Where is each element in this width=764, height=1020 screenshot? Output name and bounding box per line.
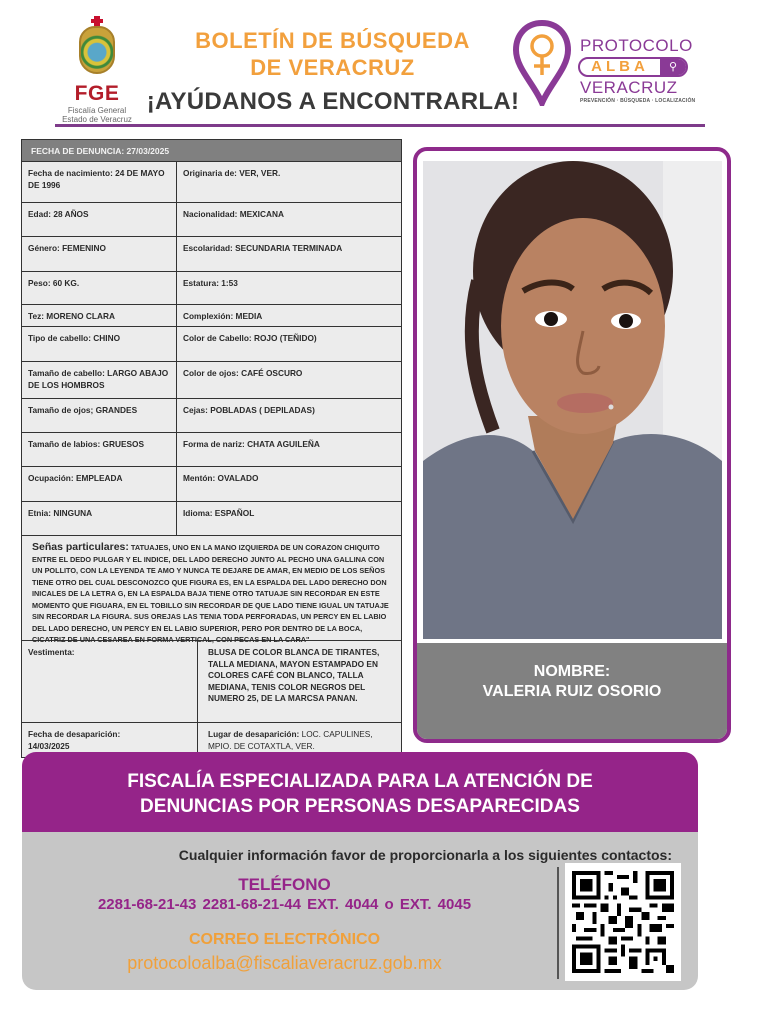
search-icon: ⚲ xyxy=(660,59,686,75)
prosecutor-office-banner xyxy=(22,752,698,832)
table-row xyxy=(22,327,401,362)
missing-person-details-table xyxy=(21,139,402,758)
language: Idioma: ESPAÑOL xyxy=(183,508,255,518)
hair-type: Tipo de cabello: CHINO xyxy=(22,327,177,361)
table-row xyxy=(22,237,401,272)
qr-code[interactable] xyxy=(565,863,681,981)
qr-divider xyxy=(557,867,559,979)
chin: Mentón: OVALADO xyxy=(183,473,259,483)
disappearance-date: 14/03/2025 xyxy=(28,740,70,751)
table-row xyxy=(22,536,401,644)
agency-name-line2: Estado de Veracruz xyxy=(62,115,132,124)
veracruz-coat-of-arms-icon xyxy=(76,16,118,76)
eye-size: Tamaño de ojos; GRANDES xyxy=(22,399,177,432)
ethnicity: Etnia: NINGUNA xyxy=(22,502,177,535)
education: Escolaridad: SECUNDARIA TERMINADA xyxy=(183,243,343,253)
distinguishing-marks xyxy=(22,536,401,644)
fge-logo xyxy=(62,16,132,124)
nationality: Nacionalidad: MEXICANA xyxy=(183,209,284,219)
hair-length: Tamaño de cabello: LARGO ABAJO DE LOS HOMBROS xyxy=(22,362,177,398)
birth-date: Fecha de nacimiento: 24 DE MAYO DE 1996 xyxy=(22,162,177,202)
veracruz-word: VERACRUZ xyxy=(580,78,678,97)
clothing-description: BLUSA DE COLOR BLANCA DE TIRANTES, TALLA MEDIANA, MAYON ESTAMPADO EN COLORES CAFÉ CON BLANCO, TALLA MEDIANA, TENIS COLOR NEGROS DEL NUMERO 25, DE LA MARCSA PANAN. xyxy=(208,647,380,703)
location-pin-female-icon xyxy=(512,20,572,106)
build: Complexión: MEDIA xyxy=(183,311,263,321)
contact-panel xyxy=(22,832,698,990)
table-row xyxy=(22,162,401,203)
table-row xyxy=(22,433,401,467)
table-row xyxy=(22,305,401,327)
email-heading: CORREO ELECTRÓNICO xyxy=(188,931,381,948)
help-find-her-heading: ¡AYÚDANOS A ENCONTRARLA! xyxy=(146,88,520,115)
banner-line2: DENUNCIAS POR PERSONAS DESAPARECIDAS xyxy=(140,796,580,817)
table-row xyxy=(22,467,401,502)
email-address[interactable]: protocoloalba@fiscaliaveracruz.gob.mx xyxy=(127,953,442,973)
table-row xyxy=(22,399,401,433)
distinguishing-marks-label: Señas particulares: xyxy=(32,541,129,553)
hair-color: Color de Cabello: ROJO (TEÑIDO) xyxy=(183,333,317,343)
eyebrows: Cejas: POBLADAS ( DEPILADAS) xyxy=(183,405,315,415)
bulletin-title-line1: BOLETÍN DE BÚSQUEDA xyxy=(195,28,470,53)
bulletin-title-line2: DE VERACRUZ xyxy=(250,55,415,80)
disappearance-place-label: Lugar de desaparición: xyxy=(208,729,300,739)
table-row xyxy=(22,362,401,399)
protocolo-alba-logo xyxy=(512,20,702,112)
agency-name-line1: Fiscalía General xyxy=(67,106,127,115)
clothing-label: Vestimenta: xyxy=(22,641,198,722)
banner-line1: FISCALÍA ESPECIALIZADA PARA LA ATENCIÓN DE xyxy=(127,771,593,792)
disappearance-place: LOC. CAPULINES, MPIO. DE COTAXTLA, VER. xyxy=(208,729,373,751)
skin-tone: Tez: MORENO CLARA xyxy=(22,305,177,326)
portrait-photo-icon xyxy=(423,161,722,639)
header-divider xyxy=(55,124,705,127)
gender: Género: FEMENINO xyxy=(22,237,177,271)
agency-acronym: FGE xyxy=(74,82,120,105)
person-name: VALERIA RUIZ OSORIO xyxy=(482,683,662,700)
nose-shape: Forma de nariz: CHATA AGUILEÑA xyxy=(183,439,320,449)
phone-numbers: 2281-68-21-43 2281-68-21-44 EXT. 4044 o EXT. 4045 xyxy=(97,896,472,913)
height: Estatura: 1:53 xyxy=(183,278,238,288)
place-of-origin: Originaria de: VER, VER. xyxy=(183,168,281,178)
eye-color: Color de ojos: CAFÉ OSCURO xyxy=(183,368,303,378)
disappearance-date-label: Fecha de desaparición: xyxy=(28,729,121,739)
phone-heading: TELÉFONO xyxy=(238,875,331,894)
table-row xyxy=(22,641,401,723)
protocol-tagline: PREVENCIÓN · BÚSQUEDA · LOCALIZACIÓN xyxy=(580,98,696,104)
missing-person-card xyxy=(413,147,731,743)
table-row xyxy=(22,203,401,237)
occupation: Ocupación: EMPLEADA xyxy=(22,467,177,501)
weight: Peso: 60 KG. xyxy=(22,272,177,304)
alba-word: ALBA xyxy=(591,58,649,75)
missing-person-photo xyxy=(423,161,722,639)
name-label: NOMBRE: xyxy=(533,663,611,680)
protocol-word: PROTOCOLO xyxy=(580,36,693,55)
contact-instructions: Cualquier información favor de proporcionarla a los siguientes contactos: xyxy=(178,847,672,863)
bulletin-header xyxy=(0,0,764,132)
alba-search-pill xyxy=(578,57,688,77)
name-box xyxy=(417,643,727,739)
age: Edad: 28 AÑOS xyxy=(22,203,177,236)
table-row xyxy=(22,272,401,305)
report-date: FECHA DE DENUNCIA: 27/03/2025 xyxy=(22,140,401,162)
qr-code-icon xyxy=(572,870,674,974)
table-row xyxy=(22,502,401,536)
distinguishing-marks-text: TATUAJES, UNO EN LA MANO IZQUIERDA DE UN CORAZON CHIQUITO ENTRE EL DEDO PULGAR Y EL INDICE, DEL LADO DERECHO JUNTO AL PECHO UNA GALLINA CON UN POLLITO, CON LA LEYENDA TE AMO Y NUNCA TE DEJARE DE AMAR, EN MEDIO DE LOS SEÑOS TIENE OTRO DEL CUAL DESCONOZCO QUE FIGURA ES, EN LA ESPALDA DEL LADO DERECHO DON INICALES DE LA LETRA G, EN LA ESPALDA BAJA TIENE OTRO TATUAJE SIN RECORDAR EN ESTE MOMENTO QUE FIGUARA, EN EL TOBILLO SIN RECORDAR DE QUE LADO TIENE IGUAL UN TATUAJE SIN RECORDAR LA FIGURA. SUS OREJAS LAS TENIA TODA PERFORADAS, UN PERCY EN EL LABIO DEL LADO DERECHO, UN PERCY EN EL LABIO SUPERIOR, PERO POR DENTRO DE LA BOCA, CICATRIZ DE UNA CESAREA EN FORMA VERTICAL, CON PECAS EN LA CARA" xyxy=(32,543,389,644)
lip-size: Tamaño de labios: GRUESOS xyxy=(22,433,177,466)
